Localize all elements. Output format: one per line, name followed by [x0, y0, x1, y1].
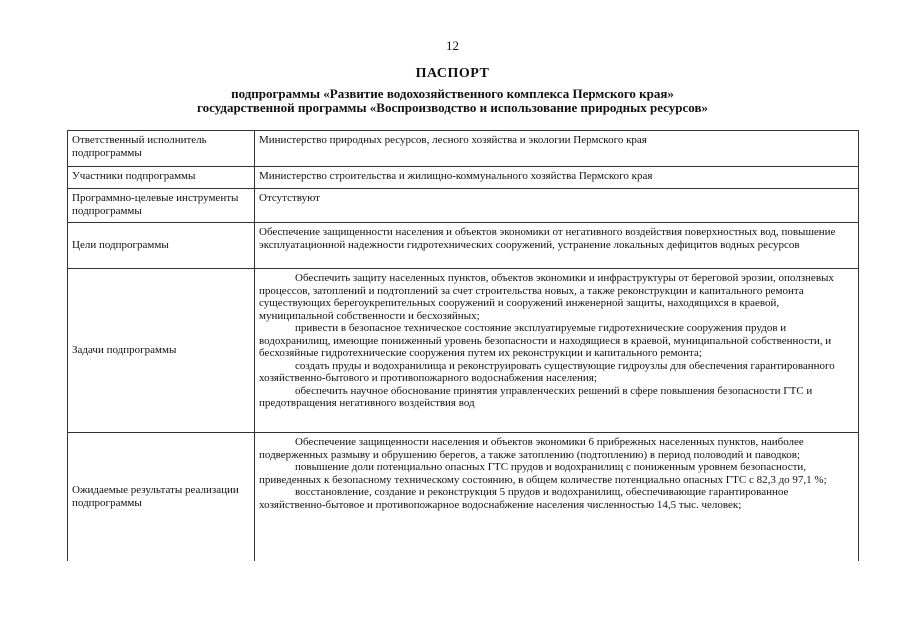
subtitle-line-2: государственной программы «Воспроизводство и использование природных ресурсов»: [197, 100, 708, 115]
row-label: Ожидаемые результаты реализации подпрограммы: [68, 433, 255, 561]
page-number: 12: [446, 38, 459, 53]
row-value: [255, 269, 859, 433]
table-row-goals: [68, 223, 859, 269]
row-paragraph: Обеспечение защищенности населения и объектов экономики 6 прибрежных населенных пунктов, наиболее подверженных размыву и обрушению берегов, а также затоплению (подтоплению) в период половодий и паводков;: [259, 436, 804, 461]
passport-table: [67, 130, 859, 561]
row-paragraph: восстановление, создание и реконструкция 5 прудов и водохранилищ, обеспечивающие гарантированное хозяйственно-бытовое и противопожарное водоснабжение населения численностью 14,5 тыс. человек;: [259, 486, 789, 511]
row-paragraph: Обеспечить защиту населенных пунктов, объектов экономики и инфраструктуры от береговой эрозии, оползневых процессов, затоплений и подтоплений за счет строительства новых, а также реконструкции и капитального ремонта существующих берегоукрепительных сооружений и сооружений инженерной защиты, находящихся в краевой, муниципальной собственности и бесхозяйных;: [259, 272, 834, 322]
row-paragraph: Отсутствуют: [259, 192, 320, 204]
subtitle-line-1: подпрограммы «Развитие водохозяйственного комплекса Пермского края»: [231, 86, 674, 101]
table-row-instruments: [68, 189, 859, 223]
row-paragraph: обеспечить научное обоснование принятия управленческих решений в сфере повышения безопасности ГТС и предотвращения негативного воздействия вод: [259, 384, 813, 409]
row-label: Программно-целевые инструменты подпрограммы: [68, 189, 255, 223]
row-paragraph: Министерство строительства и жилищно-коммунального хозяйства Пермского края: [259, 170, 653, 182]
row-value: [255, 433, 859, 561]
row-label: Ответственный исполнитель подпрограммы: [68, 131, 255, 167]
row-paragraph: создать пруды и водохранилища и реконструировать существующие гидроузлы для обеспечения гарантированного хозяйственно-бытового и противопожарного водоснабжения населения;: [259, 359, 835, 384]
table-row-responsible: [68, 131, 859, 167]
row-value: [255, 131, 859, 167]
row-paragraph: Министерство природных ресурсов, лесного хозяйства и экологии Пермского края: [259, 134, 647, 146]
table-row-results: [68, 433, 859, 561]
row-paragraph: привести в безопасное техническое состояние эксплуатируемые гидротехнические сооружения прудов и водохранилищ, имеющие пониженный уровень безопасности и находящиеся в краевой, муниципальной собственности, и бесхозяйные гидротехнические сооружения путем их реконструкции и капитального ремонта;: [259, 322, 832, 359]
row-label: Участники подпрограммы: [68, 167, 255, 189]
row-value: [255, 167, 859, 189]
table-row-tasks: [68, 269, 859, 433]
row-label: Цели подпрограммы: [68, 223, 255, 269]
row-paragraph: Обеспечение защищенности населения и объектов экономики от негативного воздействия поверхностных вод, повышение эксплуатационной надежности гидротехнических сооружений, устранение локальных дефицитов водных ресурсов: [259, 226, 836, 251]
row-value: [255, 189, 859, 223]
document-title: ПАСПОРТ: [415, 66, 490, 81]
table-row-participants: [68, 167, 859, 189]
row-paragraph: повышение доли потенциально опасных ГТС прудов и водохранилищ с пониженным уровнем безопасности, приведенных к безопасному техническому состоянию, в общем количестве потенциально опасных ГТС с 82,3 до 97,1 %;: [259, 461, 827, 486]
row-label: Задачи подпрограммы: [68, 269, 255, 433]
row-value: [255, 223, 859, 269]
